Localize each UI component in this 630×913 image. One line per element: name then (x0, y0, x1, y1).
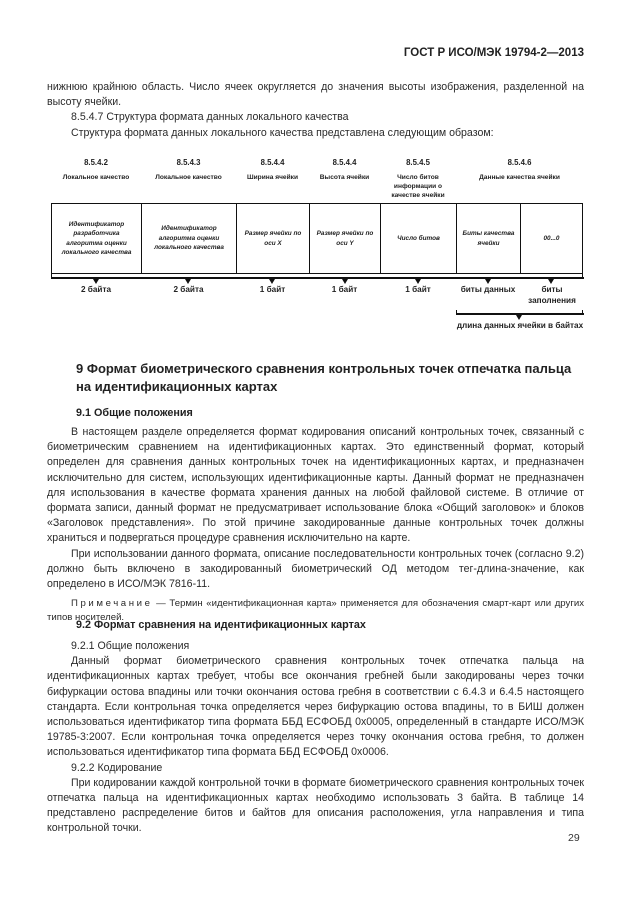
brace-end (582, 310, 583, 315)
brace-line (51, 277, 584, 279)
section-91-title: 9.1 Общие положения (76, 407, 193, 419)
section-91-body (47, 425, 584, 625)
document-id-header: ГОСТ Р ИСО/МЭК 19794-2—2013 (403, 47, 584, 59)
field-label: 8.5.4.2 Локальное качество (62, 158, 130, 181)
field-box: 00...0 (520, 203, 583, 274)
paragraph: При кодировании каждой контрольной точки в формате биометрического сравнения контрольных точек отпечатка пальца на идентификационных картах необходимо использовать 3 байта. В таблице 14 представлено распределение битов и байтов для описания расположения, угла направления и типа контрольной точки. (47, 776, 584, 835)
field-label: 8.5.4.4 Высота ячейки (319, 158, 370, 181)
paragraph: Данный формат биометрического сравнения контрольных точек отпечатка пальца на идентификационных картах требует, чтобы все окончания гребней были закодированы через точки бифуркации остова впадины или точки окончания остова гребня в соответствии с 6.4.3 и 6.4.5 настоящего стандарта. Если контрольная точка определяется через бифуркацию остова впадины, то в БИШ должен использоваться идентификатор типа формата ББД ЕСФОБД 0x0005, определенный в стандарте ИСО/МЭК 19785-3:2007. Если контрольная точка определяется через точку окончания остова гребня, то должен использоваться идентификатор типа формата ББД ЕСФОБД 0x0006. (47, 655, 584, 759)
local-quality-structure-diagram (0, 150, 630, 350)
field-box: Размер ячейки по оси Y (309, 203, 380, 274)
field-label: 8.5.4.6 Данные качества ячейки (479, 158, 560, 181)
field-label: 8.5.4.5 Число битов информации о качестве ячейки (391, 158, 445, 199)
page-number: 29 (568, 832, 580, 844)
brace-end (582, 274, 583, 279)
field-label: 8.5.4.4 Ширина ячейки (247, 158, 298, 181)
total-length-label: длина данных ячейки в байтах (456, 321, 584, 330)
paragraph: При использовании данного формата, описание последовательности контрольных точек (согласно 9.2) должно быть включено в закодированный биометрический ОД методом тег-длина-значение, как определено в ИСО/МЭК 7816-11. (47, 547, 584, 591)
subsection-title-921: 9.2.1 Общие положения (71, 640, 190, 652)
field-size: биты заполнения (528, 285, 576, 305)
note-label: Примечание (71, 598, 153, 610)
subsection-title-8547: 8.5.4.7 Структура формата данных локального качества (71, 111, 349, 124)
field-label: 8.5.4.3 Локальное качество (155, 158, 222, 181)
section-9-title: 9 Формат биометрического сравнения контрольных точек отпечатка пальца на идентификационных картах (76, 361, 572, 394)
section-92-body (47, 639, 584, 837)
field-box: Идентификатор разработчика алгоритма оценки локального качества (51, 203, 141, 274)
section-92-title: 9.2 Формат сравнения на идентификационных картах (76, 619, 366, 631)
field-box: Размер ячейки по оси X (236, 203, 309, 274)
field-size: 1 байт (331, 285, 358, 294)
field-box: Идентификатор алгоритма оценки локального качества (141, 203, 236, 274)
brace-end (456, 310, 457, 315)
paragraph: В настоящем разделе определяется формат кодирования описаний контрольных точек, связанный с биометрическим сравнением на идентификационных картах. Это единственный формат, который определен для сравнения данных контрольных точек на идентификационных картах, и предназначен исключительно для систем, использующих идентификационные карты. Данный формат не предназначен для использования в качестве формата хранения данных на любой файловой системе. В отличие от формата записи, данный формат не предусматривает использование блока «Общий заголовок» и блоков «Заголовок представления». По этой причине закодированные данные контрольных точек должны храниться и подвергаться процедуре сравнения исключительно на карте. (47, 426, 584, 545)
intro-block (47, 80, 584, 141)
field-size: 1 байт (405, 285, 431, 294)
subsection-lead: Структура формата данных локального качества представлена следующим образом: (71, 126, 494, 139)
note-text: — Термин «идентификационная карта» применяется для обозначения смарт-карт или других типов носителей. (47, 598, 584, 624)
field-size: 2 байта (80, 285, 112, 294)
field-box: Биты качества ячейки (456, 203, 520, 274)
field-box: Число битов (380, 203, 456, 274)
field-size: 2 байта (173, 285, 204, 294)
brace-end (51, 274, 52, 279)
field-size: 1 байт (259, 285, 286, 294)
subsection-title-922: 9.2.2 Кодирование (71, 761, 163, 774)
intro-paragraph: нижнюю крайнюю область. Число ячеек округляется до значения высоты изображения, разделенной на высоту ячейки. (47, 81, 584, 109)
field-size: биты данных (460, 285, 516, 294)
